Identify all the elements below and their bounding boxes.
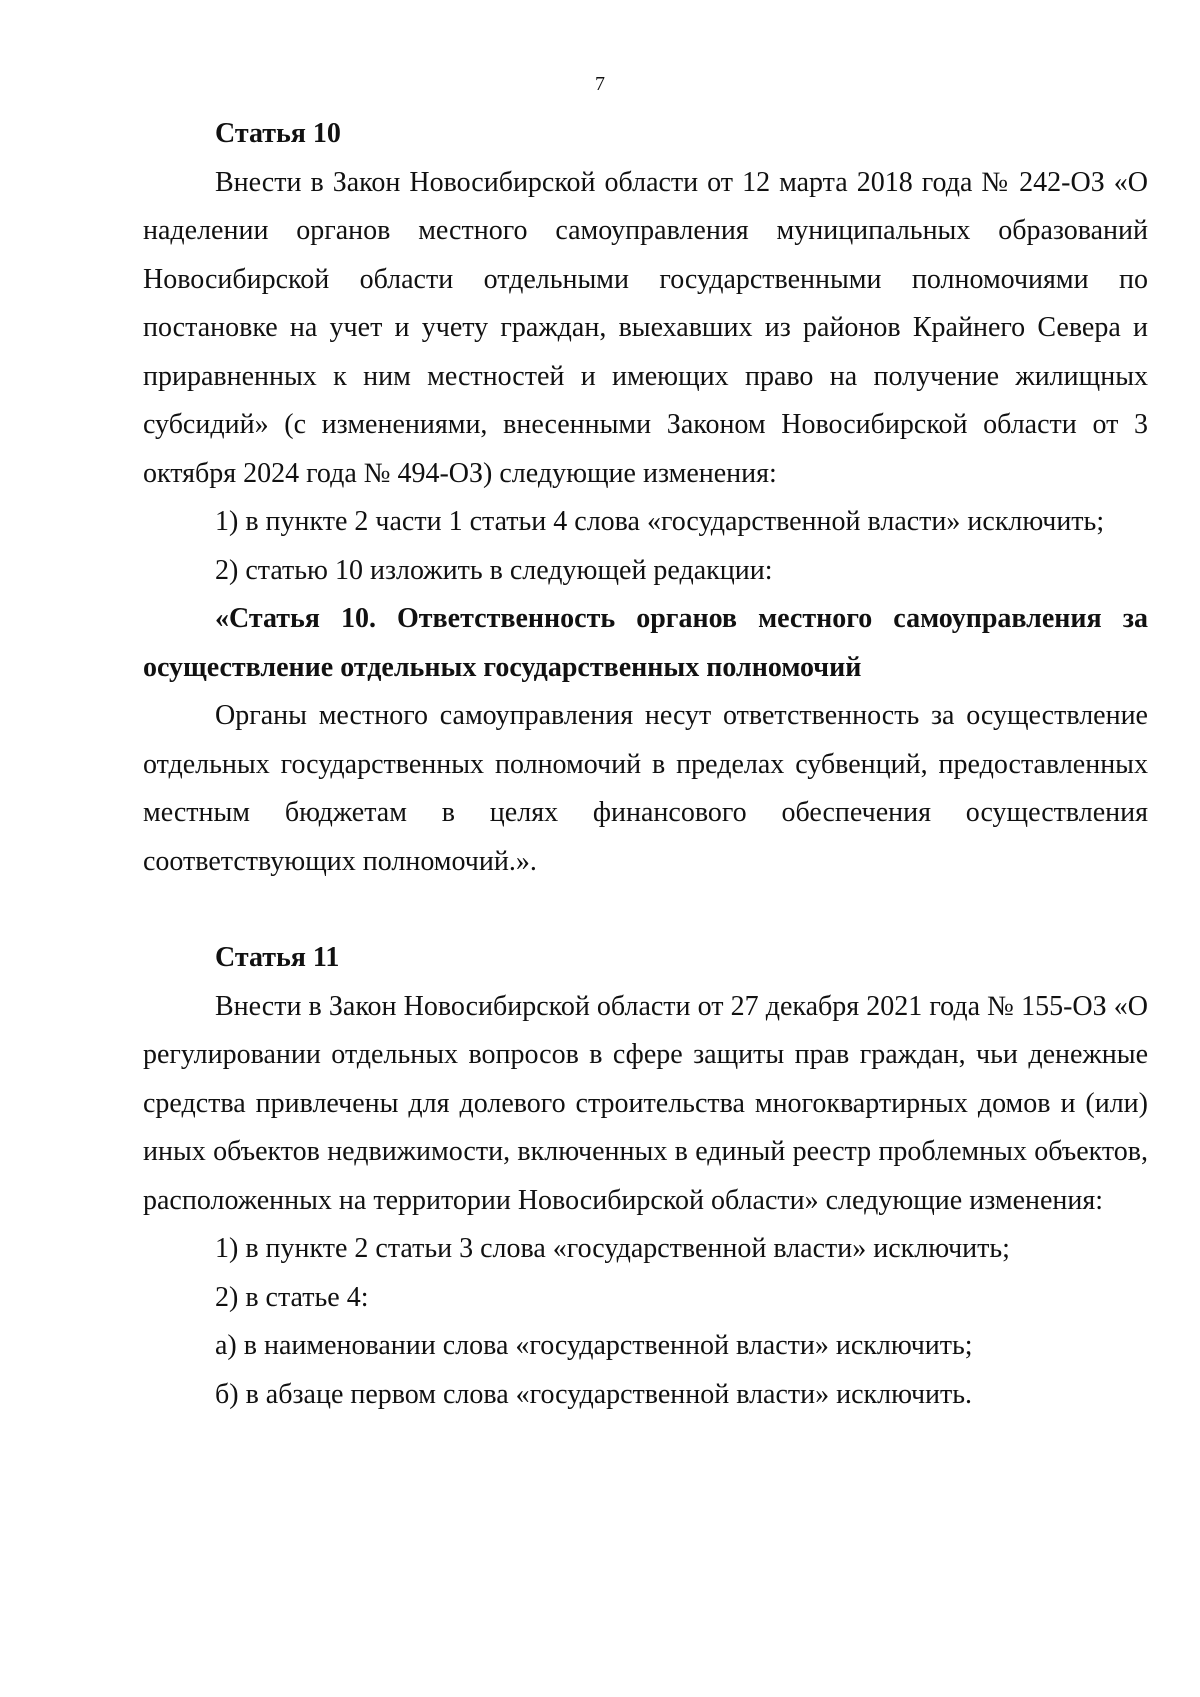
article-10-new-text: Органы местного самоуправления несут ответственность за осуществление отдельных государственных полномочий в пределах субвенций, предоставленных местным бюджетам в целях финансового обеспечения осуществления соответствующих полномочий.». (143, 700, 1148, 877)
document-body (143, 110, 1148, 1419)
section-gap (143, 886, 1148, 934)
page-number: 7 (595, 73, 605, 95)
article-10-new-title: «Статья 10. Ответственность органов местного самоуправления за осуществление отдельных государственных полномочий (143, 603, 1148, 683)
article-10-item-1: 1) в пункте 2 части 1 статьи 4 слова «государственной власти» исключить; (215, 506, 1105, 537)
article-10-heading: Статья 10 (215, 118, 341, 149)
article-11-item-2b: б) в абзаце первом слова «государственной власти» исключить. (215, 1378, 973, 1410)
article-10-intro: Внести в Закон Новосибирской области от 12 марта 2018 года № 242-ОЗ «О наделении органов местного самоуправления муниципальных образований Новосибирской области отдельными государственными полномочиями по постановке на учет и учету граждан, выехавших из районов Крайнего Севера и приравненных к ним местностей и имеющих право на получение жилищных субсидий» (с изменениями, внесенными Законом Новосибирской области от 3 октября 2024 года № 494-ОЗ) следующие изменения: (143, 166, 1148, 489)
article-11-intro: Внести в Закон Новосибирской области от 27 декабря 2021 года № 155-ОЗ «О регулировании отдельных вопросов в сфере защиты прав граждан, чьи денежные средства привлечены для долевого строительства многоквартирных домов и (или) иных объектов недвижимости, включенных в единый реестр проблемных объектов, расположенных на территории Новосибирской области» следующие изменения: (143, 990, 1148, 1216)
article-11-item-2a: а) в наименовании слова «государственной власти» исключить; (215, 1330, 973, 1361)
article-11-item-2: 2) в статье 4: (215, 1281, 369, 1313)
article-10 (143, 110, 1148, 886)
article-11 (143, 934, 1148, 1419)
article-11-item-1: 1) в пункте 2 статьи 3 слова «государственной власти» исключить; (215, 1233, 1010, 1264)
article-10-item-2: 2) статью 10 изложить в следующей редакции: (215, 554, 773, 586)
article-11-heading: Статья 11 (215, 942, 340, 973)
